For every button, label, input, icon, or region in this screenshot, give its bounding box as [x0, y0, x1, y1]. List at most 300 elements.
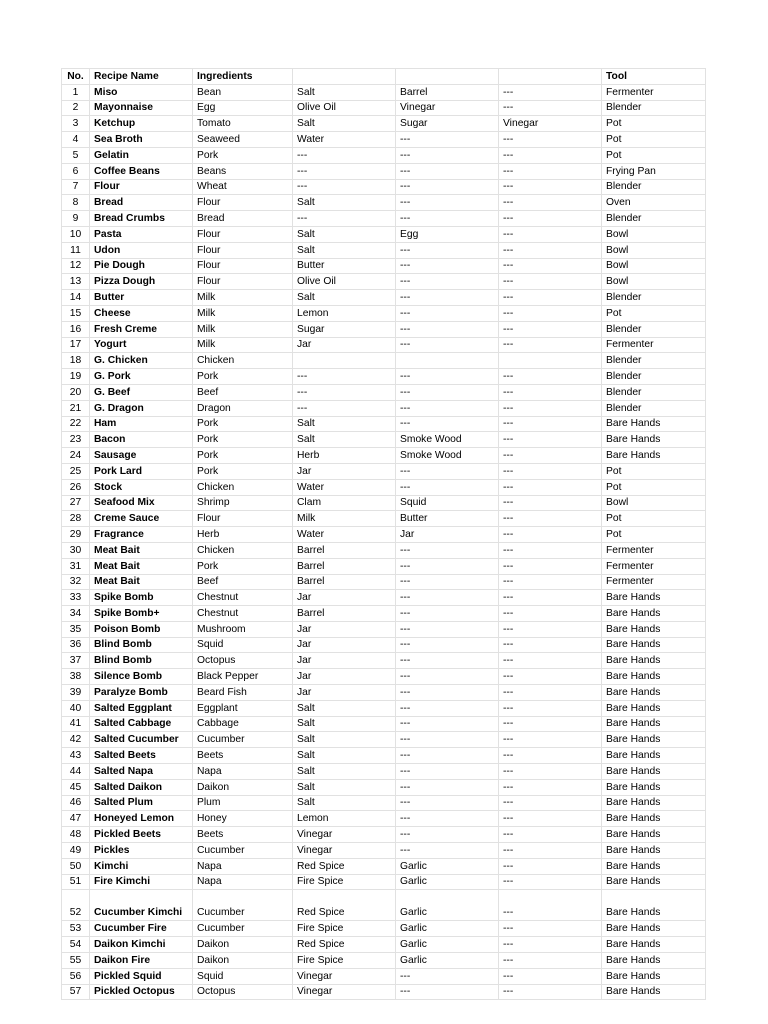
cell-ingredient-2: --- [293, 211, 396, 227]
cell-ingredient-1: Beets [193, 827, 293, 843]
cell-ingredient-1: Egg [193, 100, 293, 116]
cell-ingredient-3: --- [396, 574, 499, 590]
cell-ingredient-4: --- [499, 874, 602, 890]
cell-recipe-name: Salted Plum [90, 795, 193, 811]
cell-ingredient-4: --- [499, 827, 602, 843]
cell-recipe-name: Gelatin [90, 147, 193, 163]
cell-recipe-name: Pickled Octopus [90, 984, 193, 1000]
cell-no: 52 [62, 890, 90, 921]
cell-tool: Bare Hands [602, 748, 706, 764]
cell-ingredient-3: --- [396, 558, 499, 574]
table-row [62, 305, 706, 321]
cell-ingredient-1: Napa [193, 858, 293, 874]
cell-ingredient-3: Garlic [396, 937, 499, 953]
cell-no: 43 [62, 748, 90, 764]
table-row [62, 558, 706, 574]
table-row [62, 290, 706, 306]
cell-no: 29 [62, 527, 90, 543]
cell-ingredient-1: Chestnut [193, 590, 293, 606]
cell-no: 16 [62, 321, 90, 337]
cell-tool: Bare Hands [602, 953, 706, 969]
cell-tool: Blender [602, 321, 706, 337]
cell-no: 7 [62, 179, 90, 195]
cell-ingredient-2: Salt [293, 242, 396, 258]
cell-ingredient-2: Salt [293, 779, 396, 795]
table-row [62, 116, 706, 132]
cell-tool: Bare Hands [602, 968, 706, 984]
cell-ingredient-2: Water [293, 527, 396, 543]
cell-no: 1 [62, 84, 90, 100]
cell-ingredient-2: Jar [293, 653, 396, 669]
cell-tool: Bare Hands [602, 795, 706, 811]
cell-ingredient-3: --- [396, 400, 499, 416]
cell-recipe-name: Ketchup [90, 116, 193, 132]
header-row [62, 69, 706, 85]
table-row [62, 669, 706, 685]
cell-ingredient-3: Egg [396, 226, 499, 242]
cell-ingredient-4: --- [499, 732, 602, 748]
cell-recipe-name: Fire Kimchi [90, 874, 193, 890]
cell-recipe-name: Salted Eggplant [90, 700, 193, 716]
cell-ingredient-2: --- [293, 147, 396, 163]
cell-ingredient-4: --- [499, 416, 602, 432]
cell-no: 14 [62, 290, 90, 306]
cell-tool: Bare Hands [602, 637, 706, 653]
cell-ingredient-4: --- [499, 132, 602, 148]
table-row [62, 606, 706, 622]
cell-ingredient-1: Beets [193, 748, 293, 764]
cell-recipe-name: Stock [90, 479, 193, 495]
cell-tool: Bare Hands [602, 416, 706, 432]
cell-recipe-name: Ham [90, 416, 193, 432]
cell-ingredient-2: --- [293, 179, 396, 195]
table-row [62, 337, 706, 353]
cell-no: 49 [62, 843, 90, 859]
cell-recipe-name: Pickled Squid [90, 968, 193, 984]
cell-ingredient-4: --- [499, 621, 602, 637]
cell-ingredient-2: Jar [293, 685, 396, 701]
cell-ingredient-2: Lemon [293, 811, 396, 827]
cell-no: 46 [62, 795, 90, 811]
table-row [62, 511, 706, 527]
cell-ingredient-3: --- [396, 337, 499, 353]
cell-ingredient-1: Cucumber [193, 890, 293, 921]
cell-no: 48 [62, 827, 90, 843]
cell-ingredient-3: --- [396, 463, 499, 479]
cell-recipe-name: Fragrance [90, 527, 193, 543]
cell-ingredient-3: --- [396, 384, 499, 400]
cell-tool: Pot [602, 116, 706, 132]
cell-ingredient-1: Flour [193, 242, 293, 258]
cell-recipe-name: G. Dragon [90, 400, 193, 416]
cell-tool: Bare Hands [602, 890, 706, 921]
cell-no: 54 [62, 937, 90, 953]
cell-ingredient-4: --- [499, 432, 602, 448]
cell-ingredient-1: Mushroom [193, 621, 293, 637]
cell-ingredient-1: Cucumber [193, 843, 293, 859]
cell-ingredient-2: Salt [293, 290, 396, 306]
cell-ingredient-1: Dragon [193, 400, 293, 416]
cell-recipe-name: Bacon [90, 432, 193, 448]
cell-ingredient-1: Chicken [193, 479, 293, 495]
table-row [62, 874, 706, 890]
cell-recipe-name: Creme Sauce [90, 511, 193, 527]
cell-ingredient-4: --- [499, 384, 602, 400]
cell-ingredient-1: Chicken [193, 542, 293, 558]
cell-no: 25 [62, 463, 90, 479]
cell-ingredient-3: --- [396, 669, 499, 685]
table-row [62, 369, 706, 385]
cell-recipe-name: Meat Bait [90, 542, 193, 558]
cell-ingredient-2: Red Spice [293, 858, 396, 874]
cell-ingredient-4: --- [499, 258, 602, 274]
cell-tool: Bare Hands [602, 432, 706, 448]
cell-ingredient-4: --- [499, 195, 602, 211]
table-row [62, 984, 706, 1000]
cell-recipe-name: Sausage [90, 448, 193, 464]
cell-ingredient-3: Jar [396, 527, 499, 543]
cell-ingredient-1: Pork [193, 147, 293, 163]
cell-ingredient-3: --- [396, 685, 499, 701]
cell-ingredient-4: --- [499, 606, 602, 622]
cell-ingredient-3: --- [396, 195, 499, 211]
cell-tool: Pot [602, 132, 706, 148]
cell-ingredient-4: --- [499, 764, 602, 780]
cell-ingredient-2: Milk [293, 511, 396, 527]
cell-tool: Bowl [602, 274, 706, 290]
cell-no: 51 [62, 874, 90, 890]
table-row [62, 84, 706, 100]
cell-no: 35 [62, 621, 90, 637]
cell-ingredient-2: Jar [293, 637, 396, 653]
table-row [62, 827, 706, 843]
cell-ingredient-1: Napa [193, 764, 293, 780]
cell-ingredient-4: Vinegar [499, 116, 602, 132]
cell-ingredient-2: Salt [293, 416, 396, 432]
cell-tool: Fermenter [602, 84, 706, 100]
table-row [62, 968, 706, 984]
cell-ingredient-2: --- [293, 369, 396, 385]
cell-ingredient-4: --- [499, 937, 602, 953]
table-row [62, 621, 706, 637]
table-row [62, 890, 706, 921]
cell-ingredient-2: Barrel [293, 558, 396, 574]
table-row [62, 400, 706, 416]
cell-ingredient-1: Cabbage [193, 716, 293, 732]
cell-ingredient-4: --- [499, 369, 602, 385]
cell-ingredient-1: Bread [193, 211, 293, 227]
cell-ingredient-1: Shrimp [193, 495, 293, 511]
cell-ingredient-4: --- [499, 100, 602, 116]
cell-recipe-name: Udon [90, 242, 193, 258]
cell-no: 44 [62, 764, 90, 780]
cell-ingredient-2: Olive Oil [293, 100, 396, 116]
cell-ingredient-1: Pork [193, 558, 293, 574]
cell-ingredient-4: --- [499, 448, 602, 464]
cell-no: 42 [62, 732, 90, 748]
cell-ingredient-3: Smoke Wood [396, 432, 499, 448]
cell-ingredient-4: --- [499, 84, 602, 100]
cell-ingredient-3: --- [396, 179, 499, 195]
cell-ingredient-4: --- [499, 242, 602, 258]
cell-recipe-name: Miso [90, 84, 193, 100]
table-row [62, 732, 706, 748]
cell-tool: Bare Hands [602, 764, 706, 780]
cell-ingredient-3: --- [396, 811, 499, 827]
cell-ingredient-2: Red Spice [293, 890, 396, 921]
cell-ingredient-4: --- [499, 479, 602, 495]
cell-ingredient-3: --- [396, 606, 499, 622]
cell-ingredient-4: --- [499, 669, 602, 685]
cell-tool: Bowl [602, 242, 706, 258]
cell-ingredient-1: Black Pepper [193, 669, 293, 685]
cell-ingredient-4: --- [499, 290, 602, 306]
cell-ingredient-3: --- [396, 479, 499, 495]
cell-ingredient-2: Red Spice [293, 937, 396, 953]
cell-ingredient-3: --- [396, 242, 499, 258]
cell-tool: Bare Hands [602, 685, 706, 701]
cell-ingredient-3: --- [396, 637, 499, 653]
cell-tool: Frying Pan [602, 163, 706, 179]
cell-ingredient-2: Salt [293, 716, 396, 732]
cell-ingredient-3: --- [396, 369, 499, 385]
cell-tool: Bare Hands [602, 716, 706, 732]
cell-ingredient-2: Vinegar [293, 827, 396, 843]
cell-tool: Blender [602, 179, 706, 195]
cell-recipe-name: Pizza Dough [90, 274, 193, 290]
cell-recipe-name: Cucumber Fire [90, 921, 193, 937]
table-row [62, 495, 706, 511]
cell-recipe-name: Pickles [90, 843, 193, 859]
cell-no: 34 [62, 606, 90, 622]
cell-no: 57 [62, 984, 90, 1000]
cell-tool: Fermenter [602, 542, 706, 558]
cell-tool: Fermenter [602, 574, 706, 590]
cell-ingredient-1: Pork [193, 448, 293, 464]
cell-recipe-name: Salted Beets [90, 748, 193, 764]
cell-ingredient-3: Vinegar [396, 100, 499, 116]
cell-ingredient-3: --- [396, 779, 499, 795]
cell-ingredient-3: --- [396, 590, 499, 606]
cell-ingredient-3: --- [396, 163, 499, 179]
cell-ingredient-2: Butter [293, 258, 396, 274]
cell-no: 23 [62, 432, 90, 448]
cell-ingredient-2: Salt [293, 732, 396, 748]
cell-ingredient-4: --- [499, 574, 602, 590]
cell-no: 31 [62, 558, 90, 574]
table-row [62, 921, 706, 937]
cell-recipe-name: Honeyed Lemon [90, 811, 193, 827]
cell-recipe-name: Spike Bomb+ [90, 606, 193, 622]
cell-ingredient-4: --- [499, 685, 602, 701]
cell-ingredient-4: --- [499, 748, 602, 764]
cell-ingredient-2: Fire Spice [293, 874, 396, 890]
cell-ingredient-1: Cucumber [193, 732, 293, 748]
table-row [62, 590, 706, 606]
cell-recipe-name: Fresh Creme [90, 321, 193, 337]
cell-ingredient-4: --- [499, 953, 602, 969]
table-row [62, 195, 706, 211]
cell-tool: Bare Hands [602, 984, 706, 1000]
cell-ingredient-1: Daikon [193, 937, 293, 953]
table-row [62, 479, 706, 495]
cell-ingredient-3: Garlic [396, 890, 499, 921]
cell-ingredient-4: --- [499, 968, 602, 984]
cell-tool: Bare Hands [602, 874, 706, 890]
cell-tool: Bare Hands [602, 937, 706, 953]
cell-ingredient-2: Vinegar [293, 968, 396, 984]
cell-tool: Pot [602, 463, 706, 479]
cell-ingredient-2: Sugar [293, 321, 396, 337]
cell-ingredient-4: --- [499, 147, 602, 163]
table-row [62, 795, 706, 811]
cell-recipe-name: Salted Cucumber [90, 732, 193, 748]
cell-ingredient-1: Bean [193, 84, 293, 100]
cell-no: 40 [62, 700, 90, 716]
cell-ingredient-3: Butter [396, 511, 499, 527]
cell-recipe-name: Silence Bomb [90, 669, 193, 685]
cell-ingredient-2: Salt [293, 432, 396, 448]
cell-tool: Bare Hands [602, 700, 706, 716]
cell-ingredient-1: Daikon [193, 779, 293, 795]
cell-ingredient-4 [499, 353, 602, 369]
table-row [62, 858, 706, 874]
cell-tool: Bare Hands [602, 827, 706, 843]
cell-tool: Bare Hands [602, 590, 706, 606]
cell-recipe-name: Spike Bomb [90, 590, 193, 606]
table-row [62, 937, 706, 953]
cell-ingredient-3: --- [396, 843, 499, 859]
cell-ingredient-1: Eggplant [193, 700, 293, 716]
cell-ingredient-1: Octopus [193, 984, 293, 1000]
cell-recipe-name: Daikon Kimchi [90, 937, 193, 953]
cell-ingredient-2 [293, 353, 396, 369]
header-ingredient-2 [293, 69, 396, 85]
table-row [62, 384, 706, 400]
cell-tool: Blender [602, 100, 706, 116]
cell-recipe-name: Blind Bomb [90, 637, 193, 653]
header-no: No. [62, 69, 90, 85]
cell-ingredient-1: Beef [193, 574, 293, 590]
cell-no: 9 [62, 211, 90, 227]
cell-ingredient-3: --- [396, 211, 499, 227]
cell-ingredient-4: --- [499, 226, 602, 242]
cell-ingredient-4: --- [499, 921, 602, 937]
cell-no: 13 [62, 274, 90, 290]
cell-recipe-name: Mayonnaise [90, 100, 193, 116]
cell-ingredient-3: --- [396, 290, 499, 306]
cell-ingredient-2: --- [293, 163, 396, 179]
cell-tool: Bowl [602, 258, 706, 274]
cell-ingredient-1: Pork [193, 369, 293, 385]
table-row [62, 685, 706, 701]
cell-no: 5 [62, 147, 90, 163]
cell-recipe-name: Bread Crumbs [90, 211, 193, 227]
cell-ingredient-2: Fire Spice [293, 953, 396, 969]
cell-no: 20 [62, 384, 90, 400]
cell-tool: Pot [602, 511, 706, 527]
cell-recipe-name: Pasta [90, 226, 193, 242]
cell-ingredient-1: Cucumber [193, 921, 293, 937]
cell-no: 53 [62, 921, 90, 937]
cell-ingredient-2: Jar [293, 463, 396, 479]
cell-no: 55 [62, 953, 90, 969]
cell-no: 22 [62, 416, 90, 432]
cell-ingredient-2: Barrel [293, 574, 396, 590]
cell-ingredient-4: --- [499, 858, 602, 874]
cell-ingredient-4: --- [499, 463, 602, 479]
cell-ingredient-3: --- [396, 716, 499, 732]
cell-tool: Blender [602, 290, 706, 306]
table-row [62, 463, 706, 479]
table-row [62, 953, 706, 969]
cell-ingredient-3: Garlic [396, 921, 499, 937]
cell-ingredient-2: Vinegar [293, 984, 396, 1000]
cell-ingredient-3: --- [396, 258, 499, 274]
header-ingredient-3 [396, 69, 499, 85]
cell-ingredient-4: --- [499, 305, 602, 321]
cell-ingredient-4: --- [499, 542, 602, 558]
cell-ingredient-4: --- [499, 163, 602, 179]
cell-ingredient-3: --- [396, 700, 499, 716]
cell-no: 27 [62, 495, 90, 511]
cell-ingredient-1: Herb [193, 527, 293, 543]
cell-tool: Fermenter [602, 558, 706, 574]
cell-recipe-name: Butter [90, 290, 193, 306]
cell-recipe-name: Salted Napa [90, 764, 193, 780]
cell-ingredient-1: Milk [193, 337, 293, 353]
cell-tool: Blender [602, 211, 706, 227]
cell-ingredient-3: --- [396, 542, 499, 558]
table-row [62, 132, 706, 148]
cell-ingredient-3: --- [396, 795, 499, 811]
cell-tool: Bowl [602, 226, 706, 242]
cell-ingredient-3: --- [396, 621, 499, 637]
cell-ingredient-1: Squid [193, 637, 293, 653]
cell-no: 56 [62, 968, 90, 984]
cell-tool: Bare Hands [602, 858, 706, 874]
cell-no: 6 [62, 163, 90, 179]
cell-ingredient-1: Honey [193, 811, 293, 827]
cell-ingredient-4: --- [499, 890, 602, 921]
cell-no: 10 [62, 226, 90, 242]
cell-tool: Pot [602, 527, 706, 543]
cell-ingredient-1: Beans [193, 163, 293, 179]
cell-ingredient-2: Barrel [293, 606, 396, 622]
cell-ingredient-2: Jar [293, 669, 396, 685]
cell-recipe-name: Flour [90, 179, 193, 195]
cell-tool: Bare Hands [602, 811, 706, 827]
cell-recipe-name: Bread [90, 195, 193, 211]
cell-ingredient-3: --- [396, 305, 499, 321]
cell-ingredient-3 [396, 353, 499, 369]
table-row [62, 716, 706, 732]
cell-no: 12 [62, 258, 90, 274]
cell-ingredient-2: Salt [293, 795, 396, 811]
cell-recipe-name: G. Chicken [90, 353, 193, 369]
table-row [62, 811, 706, 827]
table-row [62, 700, 706, 716]
header-tool: Tool [602, 69, 706, 85]
cell-ingredient-3: Squid [396, 495, 499, 511]
cell-ingredient-3: Garlic [396, 953, 499, 969]
table-row [62, 100, 706, 116]
cell-no: 30 [62, 542, 90, 558]
cell-no: 15 [62, 305, 90, 321]
cell-ingredient-2: Barrel [293, 542, 396, 558]
cell-ingredient-2: --- [293, 384, 396, 400]
table-row [62, 258, 706, 274]
